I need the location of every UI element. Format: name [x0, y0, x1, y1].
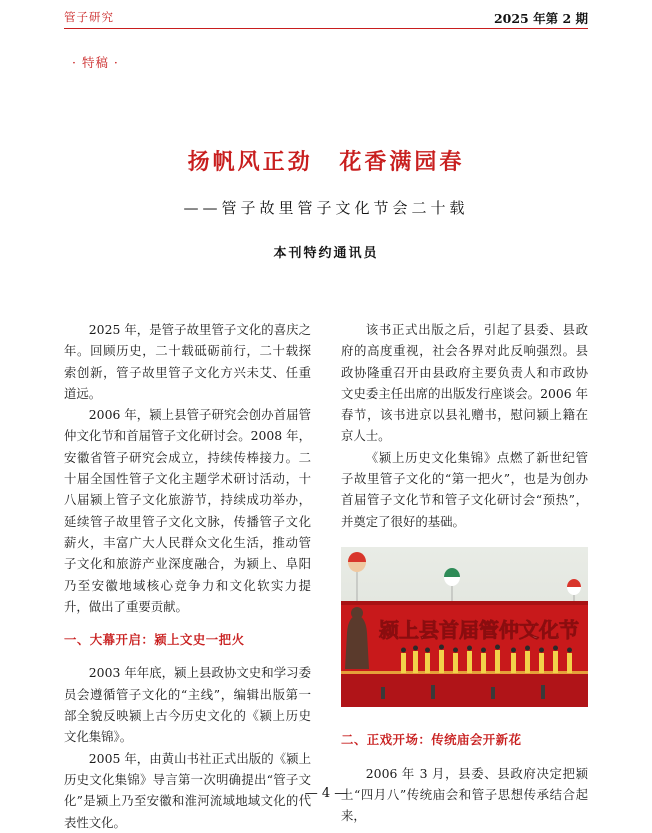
paragraph: 2006 年，颍上县管子研究会创办首届管仲文化节和首届管子文化研讨会。2008 年，安徽省管子研究会成立，持续传棒接力。二十届全国性管子文化主题学术研讨活动，十八届颍上管子文化旅游节，持续成功举办，延续管子故里管子文化文脉，传播管子文化薪火，丰富广大人民群众文化生活，推动管子文化和旅游产业深度融合，为颍上、阜阳乃至安徽地域核心竞争力和文化软实力提升，做出了重要贡献。 [64, 407, 311, 614]
paragraph: 2025 年，是管子故里管子文化的喜庆之年。回顾历史，二十载砥砺前行，二十载探索创新，管子故里管子文化方兴未艾、任重道远。 [64, 322, 311, 401]
section-heading: 一、大幕开启：颍上文史一把火 [64, 632, 245, 648]
page-number: — 4 — [304, 786, 348, 801]
paragraph: 2006 年 3 月，县委、县政府决定把颍上“四月八”传统庙会和管子思想传承结合起来， [341, 765, 588, 824]
issue-number: 2025 年第 2 期 [493, 11, 588, 26]
journal-name: 管子研究 [64, 10, 114, 24]
paragraph: 该书正式出版之后，引起了县委、县政府的高度重视，社会各界对此反响强烈。县政协隆重召开由县政府主要负责人和市政协文史委主任出席的出版发行座谈会。2006 年春节，该书进京以县礼赠书，慰问颍上籍在京人士。 [341, 322, 588, 444]
section-heading: 二、正戏开场：传统庙会开新花 [341, 732, 522, 748]
article-subtitle: ——管子故里管子文化节会二十载 [183, 199, 469, 217]
section-tag: · 特稿 · [72, 55, 119, 70]
right-column [341, 319, 588, 826]
left-column [64, 319, 311, 833]
article-title: 扬帆风正劲 花香满园春 [187, 149, 465, 175]
article-byline: 本刊特约通讯员 [273, 246, 379, 261]
photo-banner-text: 颍上县首届管仲文化节 [379, 617, 579, 642]
paragraph: 《颍上历史文化集锦》点燃了新世纪管子故里管子文化的“第一把火”，也是为创办首届管子文化节和管子文化研讨会“预热”，并奠定了很好的基础。 [341, 449, 588, 529]
festival-photo [341, 547, 588, 713]
paragraph: 2003 年年底，颍上县政协文史和学习委员会遵循管子文化的“主线”，编辑出版第一部全貌反映颍上古今历史文化的《颍上历史文化集锦》。 [64, 665, 311, 745]
paragraph: 2005 年，由黄山书社正式出版的《颍上历史文化集锦》导言第一次明确提出“管子文化”是颍上乃至安徽和淮河流域地域文化的代表性文化。 [64, 750, 311, 830]
header-rule [64, 28, 588, 29]
